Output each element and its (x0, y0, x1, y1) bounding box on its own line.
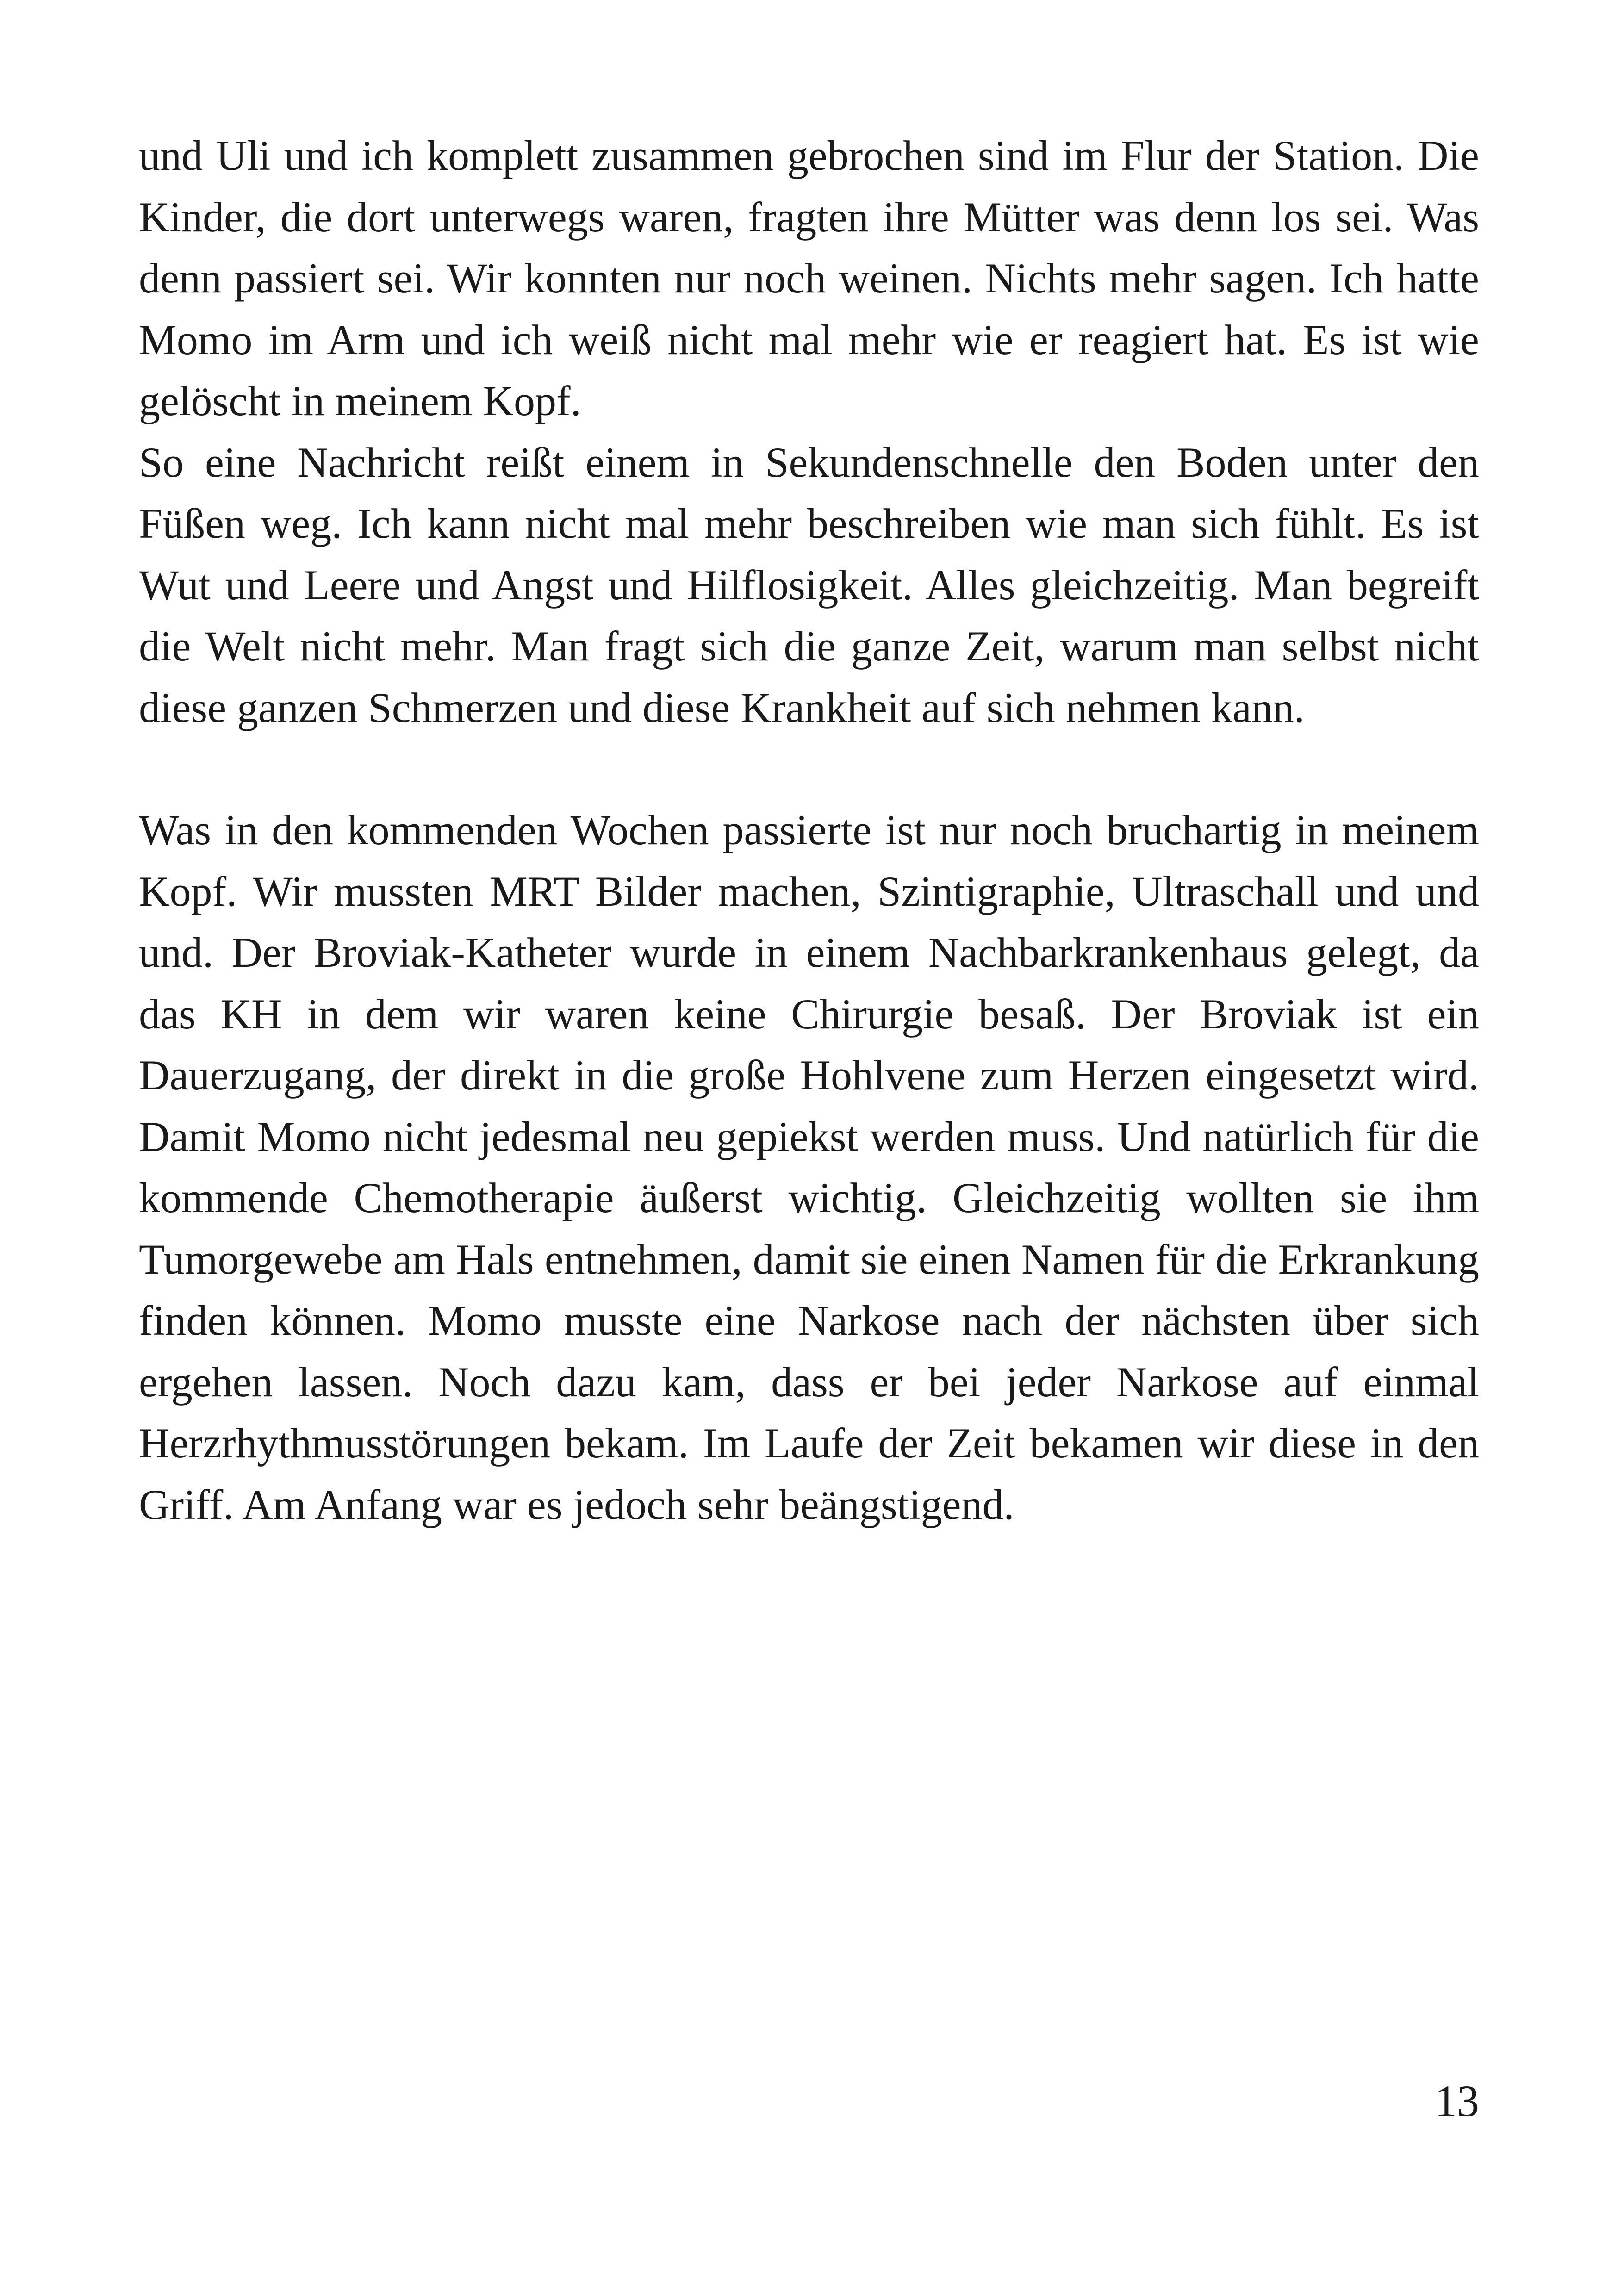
page-body (139, 125, 1479, 1535)
paragraph-1: und Uli und ich komplett zusammen gebrochen sind im Flur der Station. Die Kinder, die dort unterwegs waren, fragten ihre Mütter was denn los sei. Was denn passiert sei. Wir konnten nur noch weinen. Nichts mehr sagen. Ich hatte Momo im Arm und ich weiß nicht mal mehr wie er reagiert hat. Es ist wie gelöscht in meinem Kopf. (139, 132, 1479, 424)
page-number: 13 (1435, 2076, 1479, 2126)
paragraph-2: So eine Nachricht reißt einem in Sekundenschnelle den Boden unter den Füßen weg. Ich kann nicht mal mehr beschreiben wie man sich fühlt. Es ist Wut und Leere und Angst und Hilflosigkeit. Alles gleichzeitig. Man begreift die Welt nicht mehr. Man fragt sich die ganze Zeit, warum man selbst nicht diese ganzen Schmerzen und diese Krankheit auf sich nehmen kann. (139, 438, 1479, 731)
paragraph-3: Was in den kommenden Wochen passierte ist nur noch bruchartig in meinem Kopf. Wir mussten MRT Bilder machen, Szintigraphie, Ultraschall und und und. Der Broviak-Katheter wurde in einem Nachbarkrankenhaus gelegt, da das KH in dem wir waren keine Chirurgie besaß. Der Broviak ist ein Dauerzugang, der direkt in die große Hohlvene zum Herzen eingesetzt wird. Damit Momo nicht jedesmal neu gepiekst werden muss. Und natürlich für die kommende Chemotherapie äußerst wichtig. Gleichzeitig wollten sie ihm Tumorgewebe am Hals entnehmen, damit sie einen Namen für die Erkrankung finden können. Momo musste eine Narkose nach der nächsten über sich ergehen lassen. Noch dazu kam, dass er bei jeder Narkose auf einmal Herzrhythmusstörungen bekam. Im Laufe der Zeit bekamen wir diese in den Griff. Am Anfang war es jedoch sehr beängstigend. (139, 806, 1479, 1528)
